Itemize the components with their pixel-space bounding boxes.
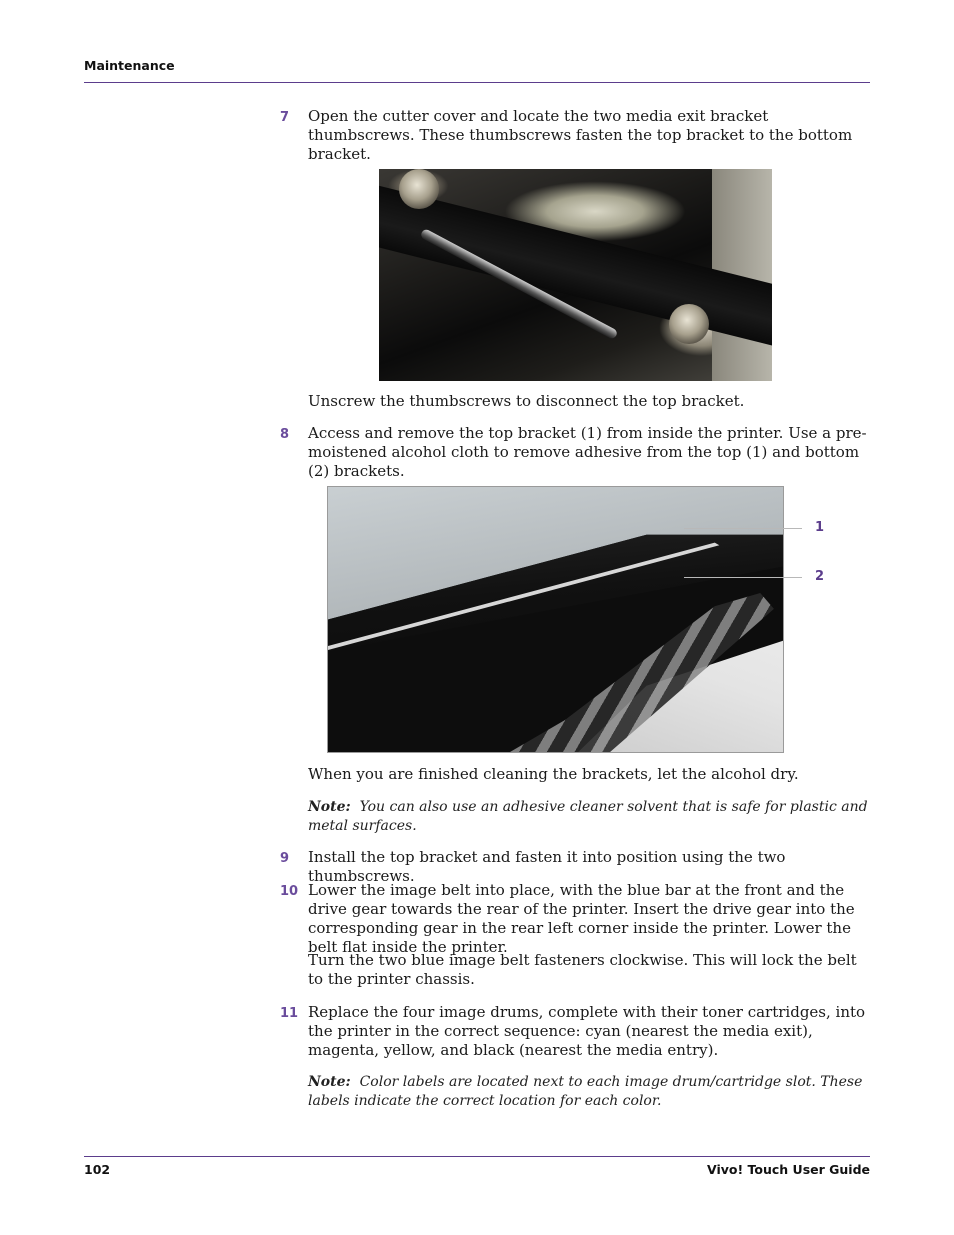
thumbscrews-photo (379, 169, 772, 381)
step-10-number: 10 (280, 884, 299, 899)
footer-rule (84, 1156, 870, 1157)
section-header: Maintenance (84, 58, 175, 73)
step-7-text: Open the cutter cover and locate the two media exit bracket thumbscrews. These thumbscrews fasten the top bracket to the bottom bracket. (308, 107, 853, 163)
step-8-number: 8 (280, 427, 290, 442)
note-label: Note: (308, 1074, 351, 1090)
brackets-photo (327, 486, 784, 753)
note-text: Color labels are located next to each image drum/cartridge slot. These labels indicate the correct location for each color. (308, 1074, 863, 1109)
step-7-number: 7 (280, 110, 290, 125)
step-11-text: Replace the four image drums, complete with their toner cartridges, into the printer in the correct sequence: cyan (nearest the media exit), magenta, yellow, and black (nearest the media entry). (308, 1003, 866, 1059)
step-11-number: 11 (280, 1006, 299, 1021)
thumbscrew-right (669, 304, 709, 344)
step-9-text: Install the top bracket and fasten it into position using the two thumbscrews. (308, 848, 786, 885)
header-rule (84, 82, 870, 83)
step-7-after-text: Unscrew the thumbscrews to disconnect the top bracket. (308, 392, 745, 410)
callout-line-1 (684, 528, 802, 529)
note-text: You can also use an adhesive cleaner solvent that is safe for plastic and metal surfaces. (308, 799, 868, 834)
step-10-extra-text: Turn the two blue image belt fasteners clockwise. This will lock the belt to the printer chassis. (308, 951, 857, 988)
step-8-after-text: When you are finished cleaning the brackets, let the alcohol dry. (308, 765, 799, 783)
callout-line-2 (684, 577, 802, 578)
page-number: 102 (84, 1162, 111, 1177)
document-title: Vivo! Touch User Guide (707, 1162, 870, 1177)
note-color-labels (308, 1073, 870, 1111)
step-8-text: Access and remove the top bracket (1) from inside the printer. Use a pre-moistened alcohol cloth to remove adhesive from the top (1) and bottom (2) brackets. (308, 424, 867, 480)
step-10-text: Lower the image belt into place, with the blue bar at the front and the drive gear towards the rear of the printer. Insert the drive gear into the corresponding gear in the rear left corner inside the printer. Lower the belt flat inside the printer. (308, 881, 855, 956)
note-adhesive (308, 798, 870, 836)
note-label: Note: (308, 799, 351, 815)
callout-1: 1 (815, 520, 825, 535)
callout-2: 2 (815, 569, 825, 584)
thumbscrew-left (399, 169, 439, 209)
step-9-number: 9 (280, 851, 290, 866)
